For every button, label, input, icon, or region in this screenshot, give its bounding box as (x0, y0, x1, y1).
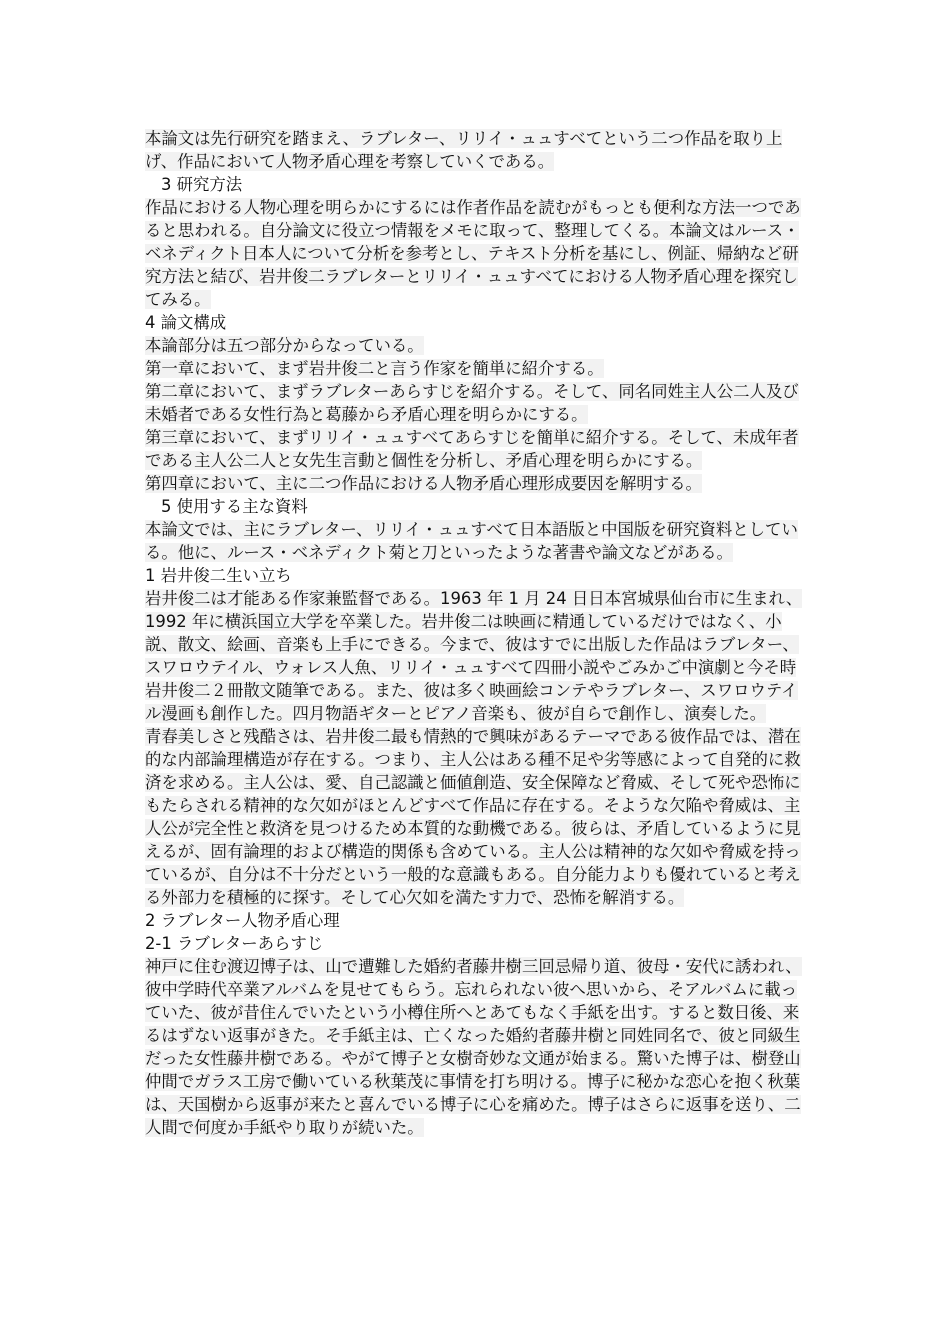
section3-paragraph (145, 196, 809, 311)
section4-para5 (145, 472, 809, 495)
section5-paragraph-text: 本論文では、主にラブレター、リリイ・ュュすべて日本語版と中国版を研究資料としている。他に、ルース・ベネディクト菊と刀といったような著書や論文などがある。 (145, 520, 798, 562)
section4-para1 (145, 334, 809, 357)
section4-para1-text: 本論部分は五つ部分からなっている。 (145, 336, 424, 355)
section4-para4 (145, 426, 809, 472)
section4-heading: 4 論文構成 (145, 313, 227, 332)
section4-para5-text: 第四章において、主に二つ作品における人物矛盾心理形成要因を解明する。 (145, 474, 702, 493)
section4-para4-text: 第三章において、まずリリイ・ュュすべてあらすじを簡単に紹介する。そして、未成年者である主人公二人と女先生言動と個性を分析し、矛盾心理を明らかにする。 (145, 428, 799, 470)
document-page (145, 127, 809, 1139)
section4-para3-text: 第二章において、まずラブレターあらすじを紹介する。そして、同名同姓主人公二人及び未婚者である女性行為と葛藤から矛盾心理を明らかにする。 (145, 382, 799, 424)
intro-paragraph (145, 127, 809, 173)
section3-heading: 3 研究方法 (161, 175, 243, 194)
section4-para2 (145, 357, 809, 380)
chapter1-para1-text: 岩井俊二は才能ある作家兼監督である。1963 年 1 月 24 日日本宮城県仙台市に生まれ、1992 年に横浜国立大学を卒業した。岩井俊二は映画に精通しているだけではなく、小説、散文、絵画、音楽も上手にできる。今まで、彼はすでに出版した作品はラブレター、スワロウテイル、ウォレス人魚、リリイ・ュュすべて四冊小説やごみかご中演劇と今そ時岩井俊二２冊散文随筆である。また、彼は多く映画絵コンテやラブレター、スワロウテイル漫画も創作した。四月物語ギターとピアノ音楽も、彼が自らで創作し、演奏した。 (145, 589, 803, 723)
chapter1-para1 (145, 587, 809, 725)
section3-paragraph-text: 作品における人物心理を明らかにするには作者作品を読むがもっとも便利な方法一つであると思われる。自分論文に役立つ情報をメモに取って、整理してくる。本論文はルース・ベネディクト日本人について分析を参考とし、テキスト分析を基にし、例証、帰納など研究方法と結び、岩井俊二ラブレターとリリイ・ュュすべてにおける人物矛盾心理を探究してみる。 (145, 198, 801, 309)
section5-paragraph (145, 518, 809, 564)
section5-heading: 5 使用する主な資料 (161, 497, 308, 516)
chapter2-1-paragraph (145, 955, 809, 1139)
chapter2-1-heading: 2-1 ラブレターあらすじ (145, 934, 324, 953)
chapter2-heading: 2 ラブレター人物矛盾心理 (145, 911, 340, 930)
chapter1-para2-text: 青春美しさと残酷さは、岩井俊二最も情熱的で興味があるテーマである彼作品では、潜在的な内部論理構造が存在する。つまり、主人公はある種不足や劣等感によって自発的に救済を求める。主人公は、愛、自己認識と価値創造、安全保障など脅威、そして死や恐怖にもたらされる精神的な欠如がほとんどすべて作品に存在する。そような欠陥や脅威は、主人公が完全性と救済を見つけるため本質的な動機である。彼らは、矛盾しているように見えるが、固有論理的および構造的関係も含めている。主人公は精神的な欠如や脅威を持っているが、自分は不十分だという一般的な意識もある。自分能力よりも優れていると考える外部力を積極的に探す。そして心欠如を満たす力で、恐怖を解消する。 (145, 727, 801, 907)
intro-paragraph-text: 本論文は先行研究を踏まえ、ラブレター、リリイ・ュュすべてという二つ作品を取り上げ、作品において人物矛盾心理を考察していくである。 (145, 129, 783, 171)
section4-para3 (145, 380, 809, 426)
chapter2-1-paragraph-text: 神戸に住む渡辺博子は、山で遭難した婚約者藤井樹三回忌帰り道、彼母・安代に誘われ、彼中学時代卒業アルバムを見せてもらう。忘れられない彼へ思いから、そアルバムに載っていた、彼が昔住んでいたという小樽住所へとあてもなく手紙を出す。すると数日後、来るはずない返事がきた。そ手紙主は、亡くなった婚約者藤井樹と同姓同名で、彼と同級生だった女性藤井樹である。やがて博子と女樹奇妙な文通が始まる。驚いた博子は、樹登山仲間でガラス工房で働いている秋葉茂に事情を打ち明ける。博子に秘かな恋心を抱く秋葉は、天国樹から返事が来たと喜んでいる博子に心を痛めた。博子はさらに返事を送り、二人間で何度か手紙やり取りが続いた。 (145, 957, 802, 1137)
section4-para2-text: 第一章において、まず岩井俊二と言う作家を簡単に紹介する。 (145, 359, 604, 378)
chapter1-heading: 1 岩井俊二生い立ち (145, 566, 292, 585)
chapter1-para2 (145, 725, 809, 909)
